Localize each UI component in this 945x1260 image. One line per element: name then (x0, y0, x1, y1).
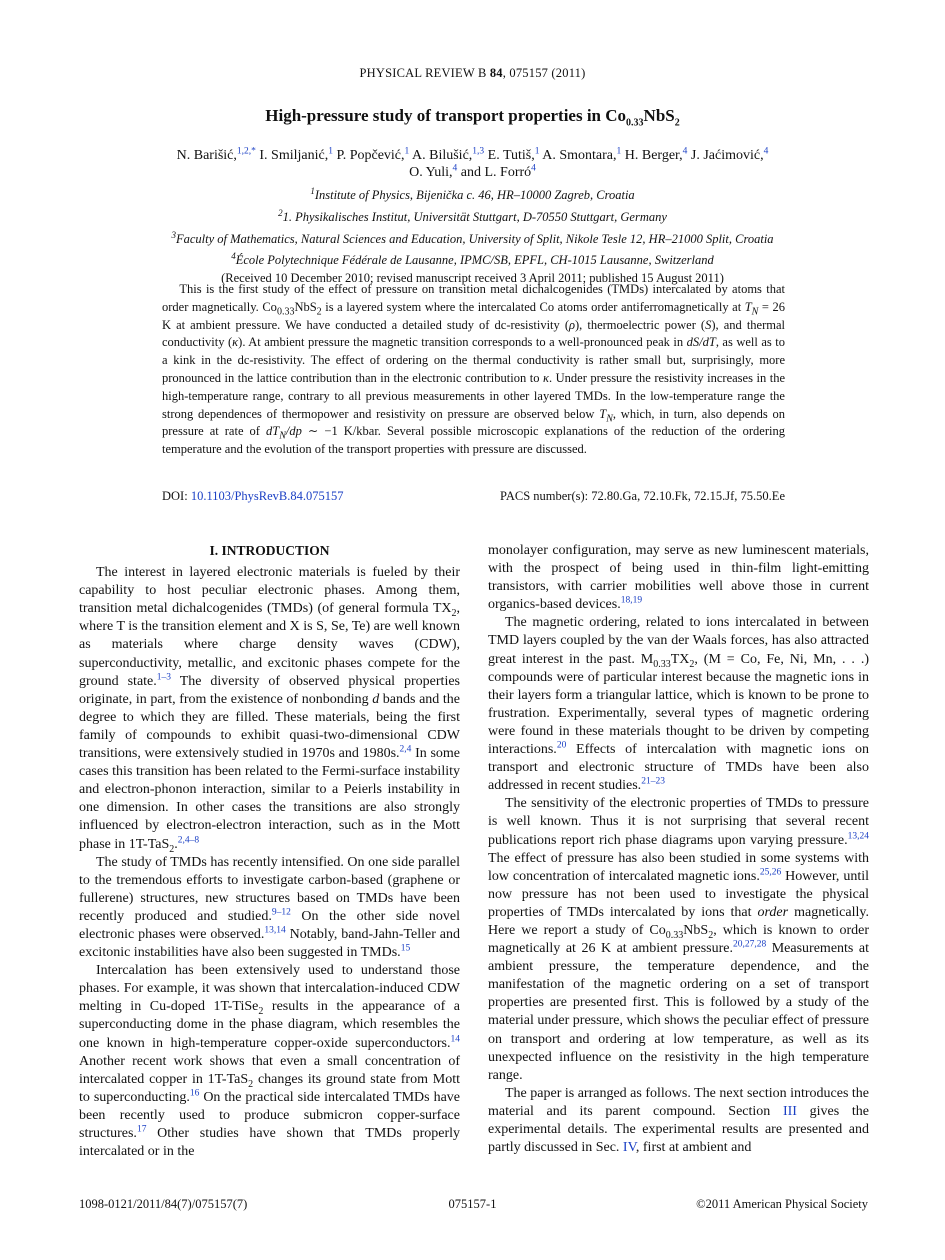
paragraph: The study of TMDs has recently intensified. On one side parallel to the tremendous efforts to investigate carbon-based (graphene or fullerene) structures, new structures based on TMDs have been recently produced and studied.$^{9-12}$ On the other side novel electronic phases were observed.$^{13,14}$ Notably, band-Jahn-Teller and excitonic instabilities have also been suggested in TMDs.$^{15}$ (79, 854, 460, 961)
citation[interactable]: 9–12 (271, 907, 291, 918)
citation[interactable]: 14 (450, 1033, 460, 1044)
section-link[interactable]: III (782, 1103, 797, 1119)
citation[interactable]: 1–3 (156, 672, 172, 682)
paragraph: The paper is arranged as follows. The next section introduces the material and its parent compound. Section III gives the experimental details. The experimental results are presented and partly discussed in Sec. IV, first at ambient and (488, 1085, 870, 1156)
affil-ref[interactable]: 4 (682, 146, 688, 157)
abstract: This is the first study of the effect of pressure on transition metal dichalcogenides (TMDs) intercalated by atoms that order magnetically. $Co_{0.33}NbS_2$ is a layered system where the intercalated Co atoms order antiferromagnetically at $T_N = 26$ K at ambient pressure. We have conducted a detailed study of dc-resistivity (ρ), thermoelectric power (S), and thermal conductivity (κ). At ambient pressure the magnetic transition corresponds to a well-pronounced peak in dS/dT, as well as to a kink in the dc-resistivity. The effect of ordering on the thermal conductivity is rather small but, surprisingly, more pronounced in the lattice contribution than in the electronic contribution to κ. Under pressure the resistivity increases in the high-temperature range, contrary to all previous measurements in other layered TMDs. In the low-temperature range the strong dependences of thermopower and resistivity on pressure are observed below $T_N$, which, in turn, also depends on pressure at rate of $dT_N/dp$ ∼ −1 K/kbar. Several possible microscopic explanations of the reduction of the ordering temperature and the evolution of the transport properties with pressure are discussed. (162, 282, 785, 457)
right-column (488, 542, 869, 1157)
affil-ref[interactable]: 1,2,* (236, 146, 256, 157)
affil-ref[interactable]: 4 (452, 163, 458, 174)
footer-copyright: ©2011 American Physical Society (696, 1197, 868, 1211)
running-head: PHYSICAL REVIEW B 84, 075157 (2011) (359, 66, 586, 80)
footer-issn: 1098-0121/2011/84(7)/075157(7) (79, 1197, 248, 1211)
doi-line (162, 489, 344, 504)
citation[interactable]: 13,14 (264, 925, 286, 936)
affil-ref[interactable]: 1 (404, 146, 410, 157)
affil-ref[interactable]: 4 (763, 146, 769, 157)
footer-page-number: 075157-1 (448, 1197, 497, 1211)
received-dates: (Received 10 December 2010; revised manuscript received 3 April 2011; published 15 August 2011) (221, 271, 724, 285)
citation[interactable]: 18,19 (620, 595, 643, 606)
paragraph: The interest in layered electronic materials is fueled by their capability to host peculiar electronic phases. Among them, transition metal dichalcogenides (TMDs) (of general formula $TX_2$, where T is the transition element and X is S, Se, Te) are well known as materials where charge density waves (CDW), superconductivity, metallic, and excitonic phases compete for the ground state.$^{1-3}$ The diversity of observed physical properties originate, in part, from the existence of nonbonding d bands and the degree to which they are filled. These materials, being the first family of compounds to exhibit quasi-two-dimensional CDW transitions, were extensively studied in 1970s and 1980s.$^{2,4}$ In some cases this transition has been related to the Fermi-surface instability and electron-phonon interaction, similar to a Peierls instability in one dimension. In other cases the transitions are also strongly influenced by electron-electron interaction, such as in the Mott phase in 1T-TaS$_2$.$^{2,4-8}$ (79, 565, 461, 855)
citation[interactable]: 17 (136, 1124, 147, 1135)
citation[interactable]: 2,4–8 (177, 834, 200, 845)
article-title: High-pressure study of transport properties in $Co_{0.33}NbS_2$ (265, 106, 680, 129)
affil-ref[interactable]: 1 (534, 146, 540, 157)
citation[interactable]: 13,24 (847, 830, 869, 841)
author-list: N. Barišić,$^{1,2,*}$ I. Smiljanić,$^1$ P. Popčević,$^1$ A. Bilušić,$^{1,3}$ E. Tutiš,$^1$ A. Smontara,$^1$ H. Berger,$^4$ J. Jaćimović,$^4$ O. Yuli,$^4$ and L. Forró$^4$ (176, 146, 769, 180)
citation[interactable]: 16 (189, 1088, 200, 1099)
paragraph: The magnetic ordering, related to ions intercalated in between TMD layers coupled by the van der Waals forces, has also attracted great interest in the past. $M_{0.33}TX_2$, (M = Co, Fe, Ni, Mn, . . .) compounds were of particular interest because the magnetic ions in their layers form a triangular lattice, which is known to be prone to frustration. Experimentally, several types of magnetic ordering were found in these materials thought to be driven by competing interactions.$^{20}$ Effects of intercalation with magnetic ions on transport and electronic structure of TMDs have been also addressed in recent studies.$^{21-23}$ (488, 615, 869, 794)
citation[interactable]: 25,26 (759, 867, 782, 878)
affiliation-2: $^2$1. Physikalisches Institut, Universität Stuttgart, D-70550 Stuttgart, Germany (278, 207, 667, 224)
affil-ref[interactable]: 4 (531, 163, 536, 174)
affiliation-4: $^4$École Polytechnique Fédérale de Lausanne, IPMC/SB, EPFL, CH-1015 Lausanne, Switzerland (231, 251, 714, 268)
affiliation-1: $^1$Institute of Physics, Bijenička c. 46, HR–10000 Zagreb, Croatia (310, 186, 635, 203)
paragraph: monolayer configuration, may serve as new luminescent materials, with the prospect of being used in thin-film light-emitting transistors, with carrier mobilities well above those in current organics-based devices.$^{18,19}$ (488, 543, 869, 613)
affiliations (100, 183, 845, 288)
citation[interactable]: 20 (556, 740, 567, 751)
section-link[interactable]: IV (622, 1140, 636, 1156)
citation[interactable]: 15 (400, 943, 411, 954)
left-column (79, 542, 460, 1161)
citation[interactable]: 21–23 (641, 776, 665, 787)
paragraph: Intercalation has been extensively used to understand those phases. For example, it was shown that intercalation-induced CDW melting in Cu-doped 1T-TiSe$_2$ results in the appearance of a superconducting dome in the phase diagram, which resembles the one known in high-temperature copper-oxide superconductors.$^{14}$ Another recent work shows that even a small concentration of intercalated copper in 1T-TaS$_2$ changes its ground state from Mott to superconducting.$^{16}$ On the practical side intercalated TMDs have been recently used to produce submicron copper-surface structures.$^{17}$ Other studies have shown that TMDs properly intercalated or in the (79, 963, 460, 1160)
citation[interactable]: 20,27,28 (732, 939, 767, 950)
affil-ref[interactable]: 1 (616, 146, 622, 157)
section-heading: I. INTRODUCTION (209, 543, 330, 558)
paragraph: The sensitivity of the electronic properties of TMDs to pressure is well known. Thus it is not surprising that several recent publications report rich phase diagrams upon varying pressure.$^{13,24}$ The effect of pressure has also been studied in some systems with low concentration of intercalated magnetic ions.$^{25,26}$ However, until now pressure has not been used to investigate the physical properties of TMDs intercalated by ions that order magnetically. Here we report a study of $Co_{0.33}NbS_2$, which is known to order magnetically at 26 K at ambient pressure.$^{20,27,28}$ Measurements at ambient pressure, the temperature dependence, and the manifestation of the magnetic ordering on a set of transport properties are presented first. This is followed by a study of the material under pressure, which shows the peculiar effect of pressure on transport and ordering at low temperature, as well as its unexpected influence on the resistivity in the high temperature range. (488, 796, 869, 1083)
affil-ref[interactable]: 1,3 (472, 146, 485, 157)
affil-ref[interactable]: 1 (328, 146, 333, 157)
doi-label: DOI: (162, 489, 188, 503)
pacs-numbers: PACS number(s): 72.80.Ga, 72.10.Fk, 72.15.Jf, 75.50.Ee (500, 489, 785, 503)
citation[interactable]: 2,4 (399, 744, 412, 755)
affiliation-3: $^3$Faculty of Mathematics, Natural Sciences and Education, University of Split, Nikole Tesle 12, HR–21000 Split, Croatia (171, 229, 774, 246)
doi-link[interactable]: 10.1103/PhysRevB.84.075157 (190, 489, 344, 503)
